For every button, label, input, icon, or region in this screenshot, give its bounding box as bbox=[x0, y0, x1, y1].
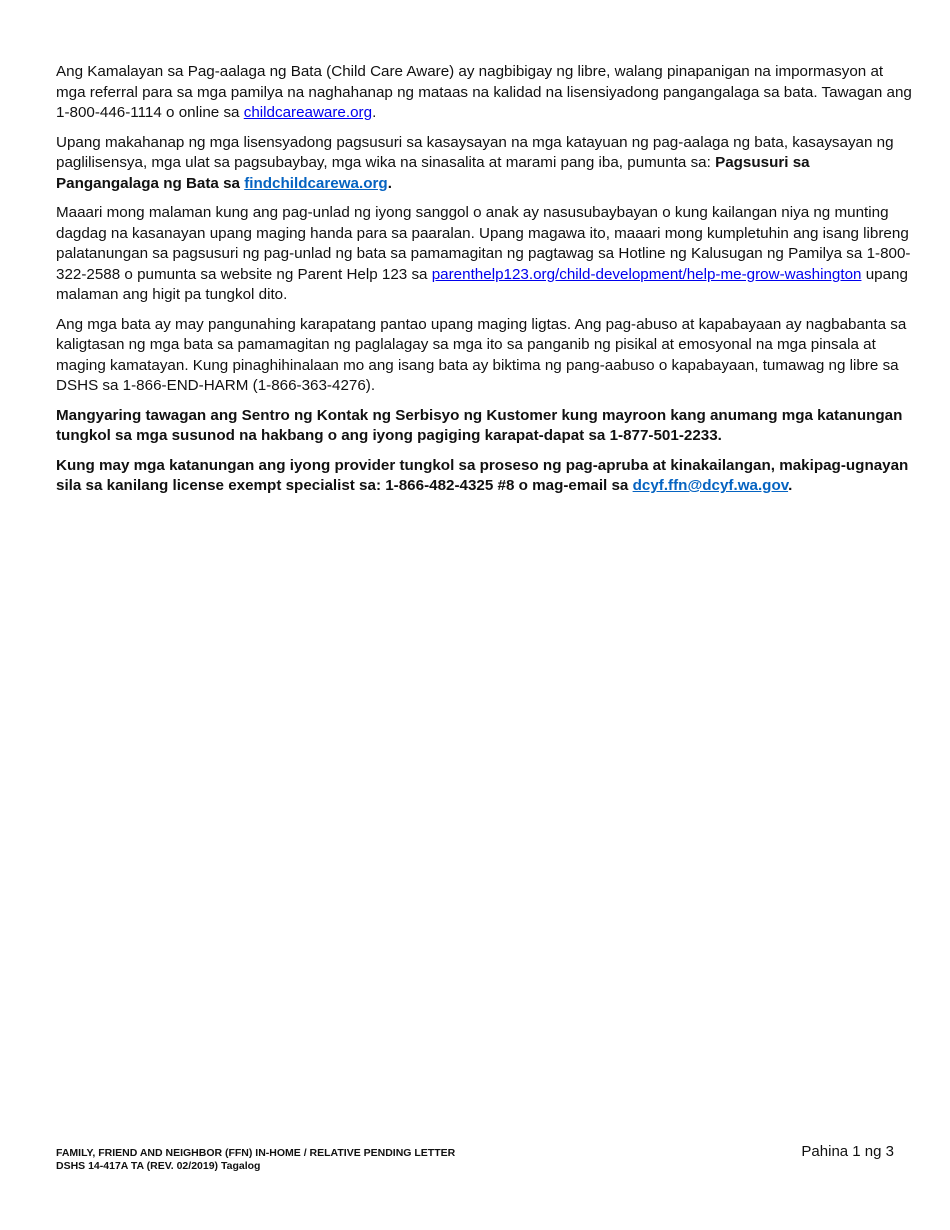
dcyf-email-link[interactable]: dcyf.ffn@dcyf.wa.gov bbox=[632, 477, 789, 494]
p3-text: Maaari mong malaman kung ang pag-unlad ng iyong sanggol o anak ay nasusubaybayan o kung kailangan niya ng munting dagdag na kasanayan upang maging handa para sa paaralan. Upang magawa ito, maaari mong kumpletuhin ang isang libreng palatanungan sa pagsusuri ng pag-unlad ng bata sa pamamagitan ng pagtawag sa Hotline ng Kalusugan ng Pamilya sa 1-800-322-2588 o pumunta sa website ng Parent Help 123 sa bbox=[56, 204, 911, 283]
p6-end: . bbox=[788, 477, 793, 494]
p2-end: . bbox=[387, 174, 392, 192]
footer-form-id: DSHS 14-417A TA (REV. 02/2019) Tagalog bbox=[56, 1160, 261, 1172]
paragraph-find-child-care bbox=[56, 133, 916, 195]
footer-form-info bbox=[56, 1147, 455, 1173]
letter-body bbox=[56, 62, 916, 506]
p2-bold-text: Pagsusuri sa Pangangalaga ng Bata sa bbox=[56, 154, 810, 192]
parenthelp123-link[interactable]: parenthelp123.org/child-development/help-me-grow-washington bbox=[431, 265, 862, 283]
p1-text: Ang Kamalayan sa Pag-aalaga ng Bata (Child Care Aware) ay nagbibigay ng libre, walang pinapanigan na impormasyon at mga referral para sa mga pamilya na naghahanap ng mataas na kalidad na lisensiyadong pangangalaga sa bata. Tawagan ang 1-800-446-1114 o online sa bbox=[56, 63, 912, 121]
paragraph-customer-service: Mangyaring tawagan ang Sentro ng Kontak ng Serbisyo ng Kustomer kung mayroon kang anumang mga katanungan tungkol sa mga susunod na hakbang o ang iyong pagiging karapat-dapat sa 1-877-501-2233. bbox=[56, 406, 903, 444]
page-number: Pahina 1 ng 3 bbox=[801, 1143, 894, 1160]
p1-end: . bbox=[372, 104, 377, 121]
paragraph-child-care-aware bbox=[56, 62, 916, 124]
paragraph-development-screening bbox=[56, 203, 916, 306]
p6-text: Kung may mga katanungan ang iyong provider tungkol sa proseso ng pag-apruba at kinakailangan, makipag-ugnayan sila sa kanilang license exempt specialist sa: 1-866-482-4325 #8 o mag-email sa bbox=[56, 456, 909, 494]
paragraph-child-safety: Ang mga bata ay may pangunahing karapatang pantao upang maging ligtas. Ang pag-abuso at kapabayaan ay nagbabanta sa kaligtasan ng mga bata sa pamamagitan ng paglalagay sa mga ito sa panganib ng pisikal at emosyonal na mga pinsala at maging kamatayan. Kung pinaghihinalaan mo ang isang bata ay biktima ng pang-aabuso o kapabayaan, tumawag ng libre sa DSHS sa 1-866-END-HARM (1-866-363-4276). bbox=[56, 315, 907, 394]
p2-text: Upang makahanap ng mga lisensyadong pagsusuri sa kasaysayan na mga katayuan ng pag-aalaga ng bata, kasaysayan ng paglilisensya, mga ulat sa pagsubaybay, mga wika na sinasalita at marami pang iba, pumunta sa: bbox=[56, 133, 894, 171]
childcareaware-link[interactable]: childcareaware.org bbox=[243, 104, 373, 121]
p3-end: upang malaman ang higit pa tungkol dito. bbox=[56, 265, 908, 303]
findchildcarewa-link[interactable]: findchildcarewa.org bbox=[244, 174, 388, 192]
paragraph-provider-questions bbox=[56, 456, 916, 497]
footer-title: FAMILY, FRIEND AND NEIGHBOR (FFN) IN-HOME / RELATIVE PENDING LETTER bbox=[56, 1147, 456, 1159]
